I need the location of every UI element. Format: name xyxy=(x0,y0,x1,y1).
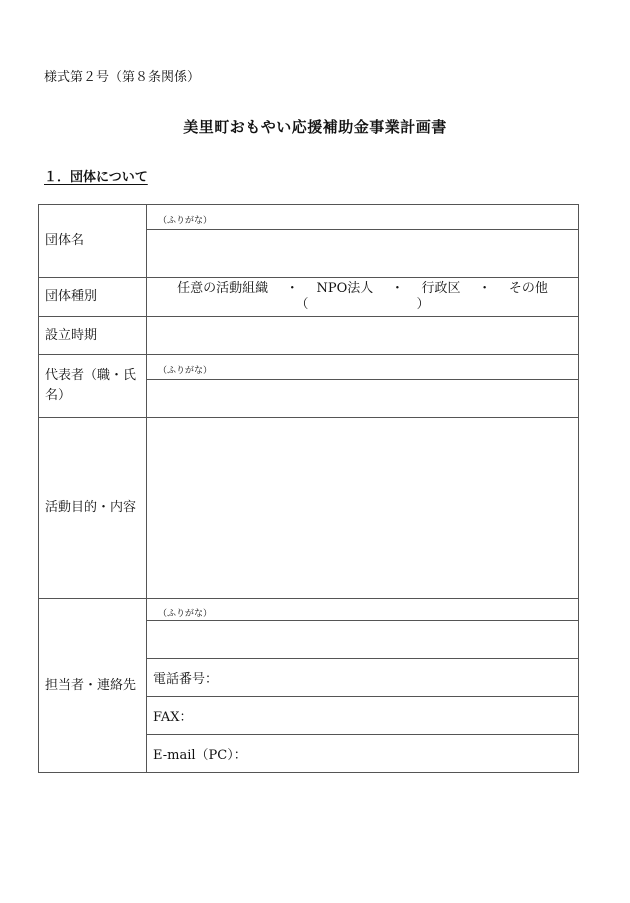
paren-open: （ xyxy=(295,297,309,312)
contact-name-field[interactable] xyxy=(147,621,579,659)
form-number: 様式第２号（第８条関係） xyxy=(44,70,201,85)
fax-label: FAX： xyxy=(153,710,193,725)
group-name-field[interactable] xyxy=(147,230,579,278)
label-contact: 担当者・連絡先 xyxy=(39,599,147,773)
option-separator: ・ xyxy=(390,281,404,296)
label-group-name: 団体名 xyxy=(39,205,147,278)
section-heading: １．団体について xyxy=(44,170,148,185)
option-separator: ・ xyxy=(285,281,299,296)
phone-field[interactable] xyxy=(147,659,579,697)
email-label: E-mail（PC）： xyxy=(153,748,247,763)
label-representative: 代表者（職・氏名） xyxy=(39,355,147,418)
email-field[interactable] xyxy=(147,735,579,773)
other-detail-field[interactable] xyxy=(147,297,578,313)
representative-furigana-cell[interactable] xyxy=(147,355,579,380)
option-volunteer-group[interactable]: 任意の活動組織 xyxy=(177,281,269,296)
furigana-label: （ふりがな） xyxy=(158,608,213,619)
fax-field[interactable] xyxy=(147,697,579,735)
paren-close: ） xyxy=(416,297,430,312)
established-field[interactable] xyxy=(147,317,579,355)
label-group-type: 団体種別 xyxy=(39,278,147,317)
group-name-furigana-cell[interactable] xyxy=(147,205,579,230)
group-type-options[interactable] xyxy=(147,278,579,317)
label-established: 設立時期 xyxy=(39,317,147,355)
option-separator: ・ xyxy=(478,281,492,296)
representative-field[interactable] xyxy=(147,380,579,418)
option-district[interactable]: 行政区 xyxy=(421,281,461,296)
group-info-table xyxy=(38,204,579,773)
furigana-label: （ふりがな） xyxy=(158,216,213,226)
option-npo[interactable]: NPO法人 xyxy=(316,281,374,296)
label-purpose: 活動目的・内容 xyxy=(39,418,147,599)
option-other[interactable]: その他 xyxy=(508,281,548,296)
purpose-field[interactable] xyxy=(147,418,579,599)
phone-label: 電話番号： xyxy=(153,672,219,687)
contact-furigana-cell[interactable] xyxy=(147,599,579,621)
document-title: 美里町おもやい応援補助金事業計画書 xyxy=(183,118,447,136)
furigana-label: （ふりがな） xyxy=(158,366,213,376)
